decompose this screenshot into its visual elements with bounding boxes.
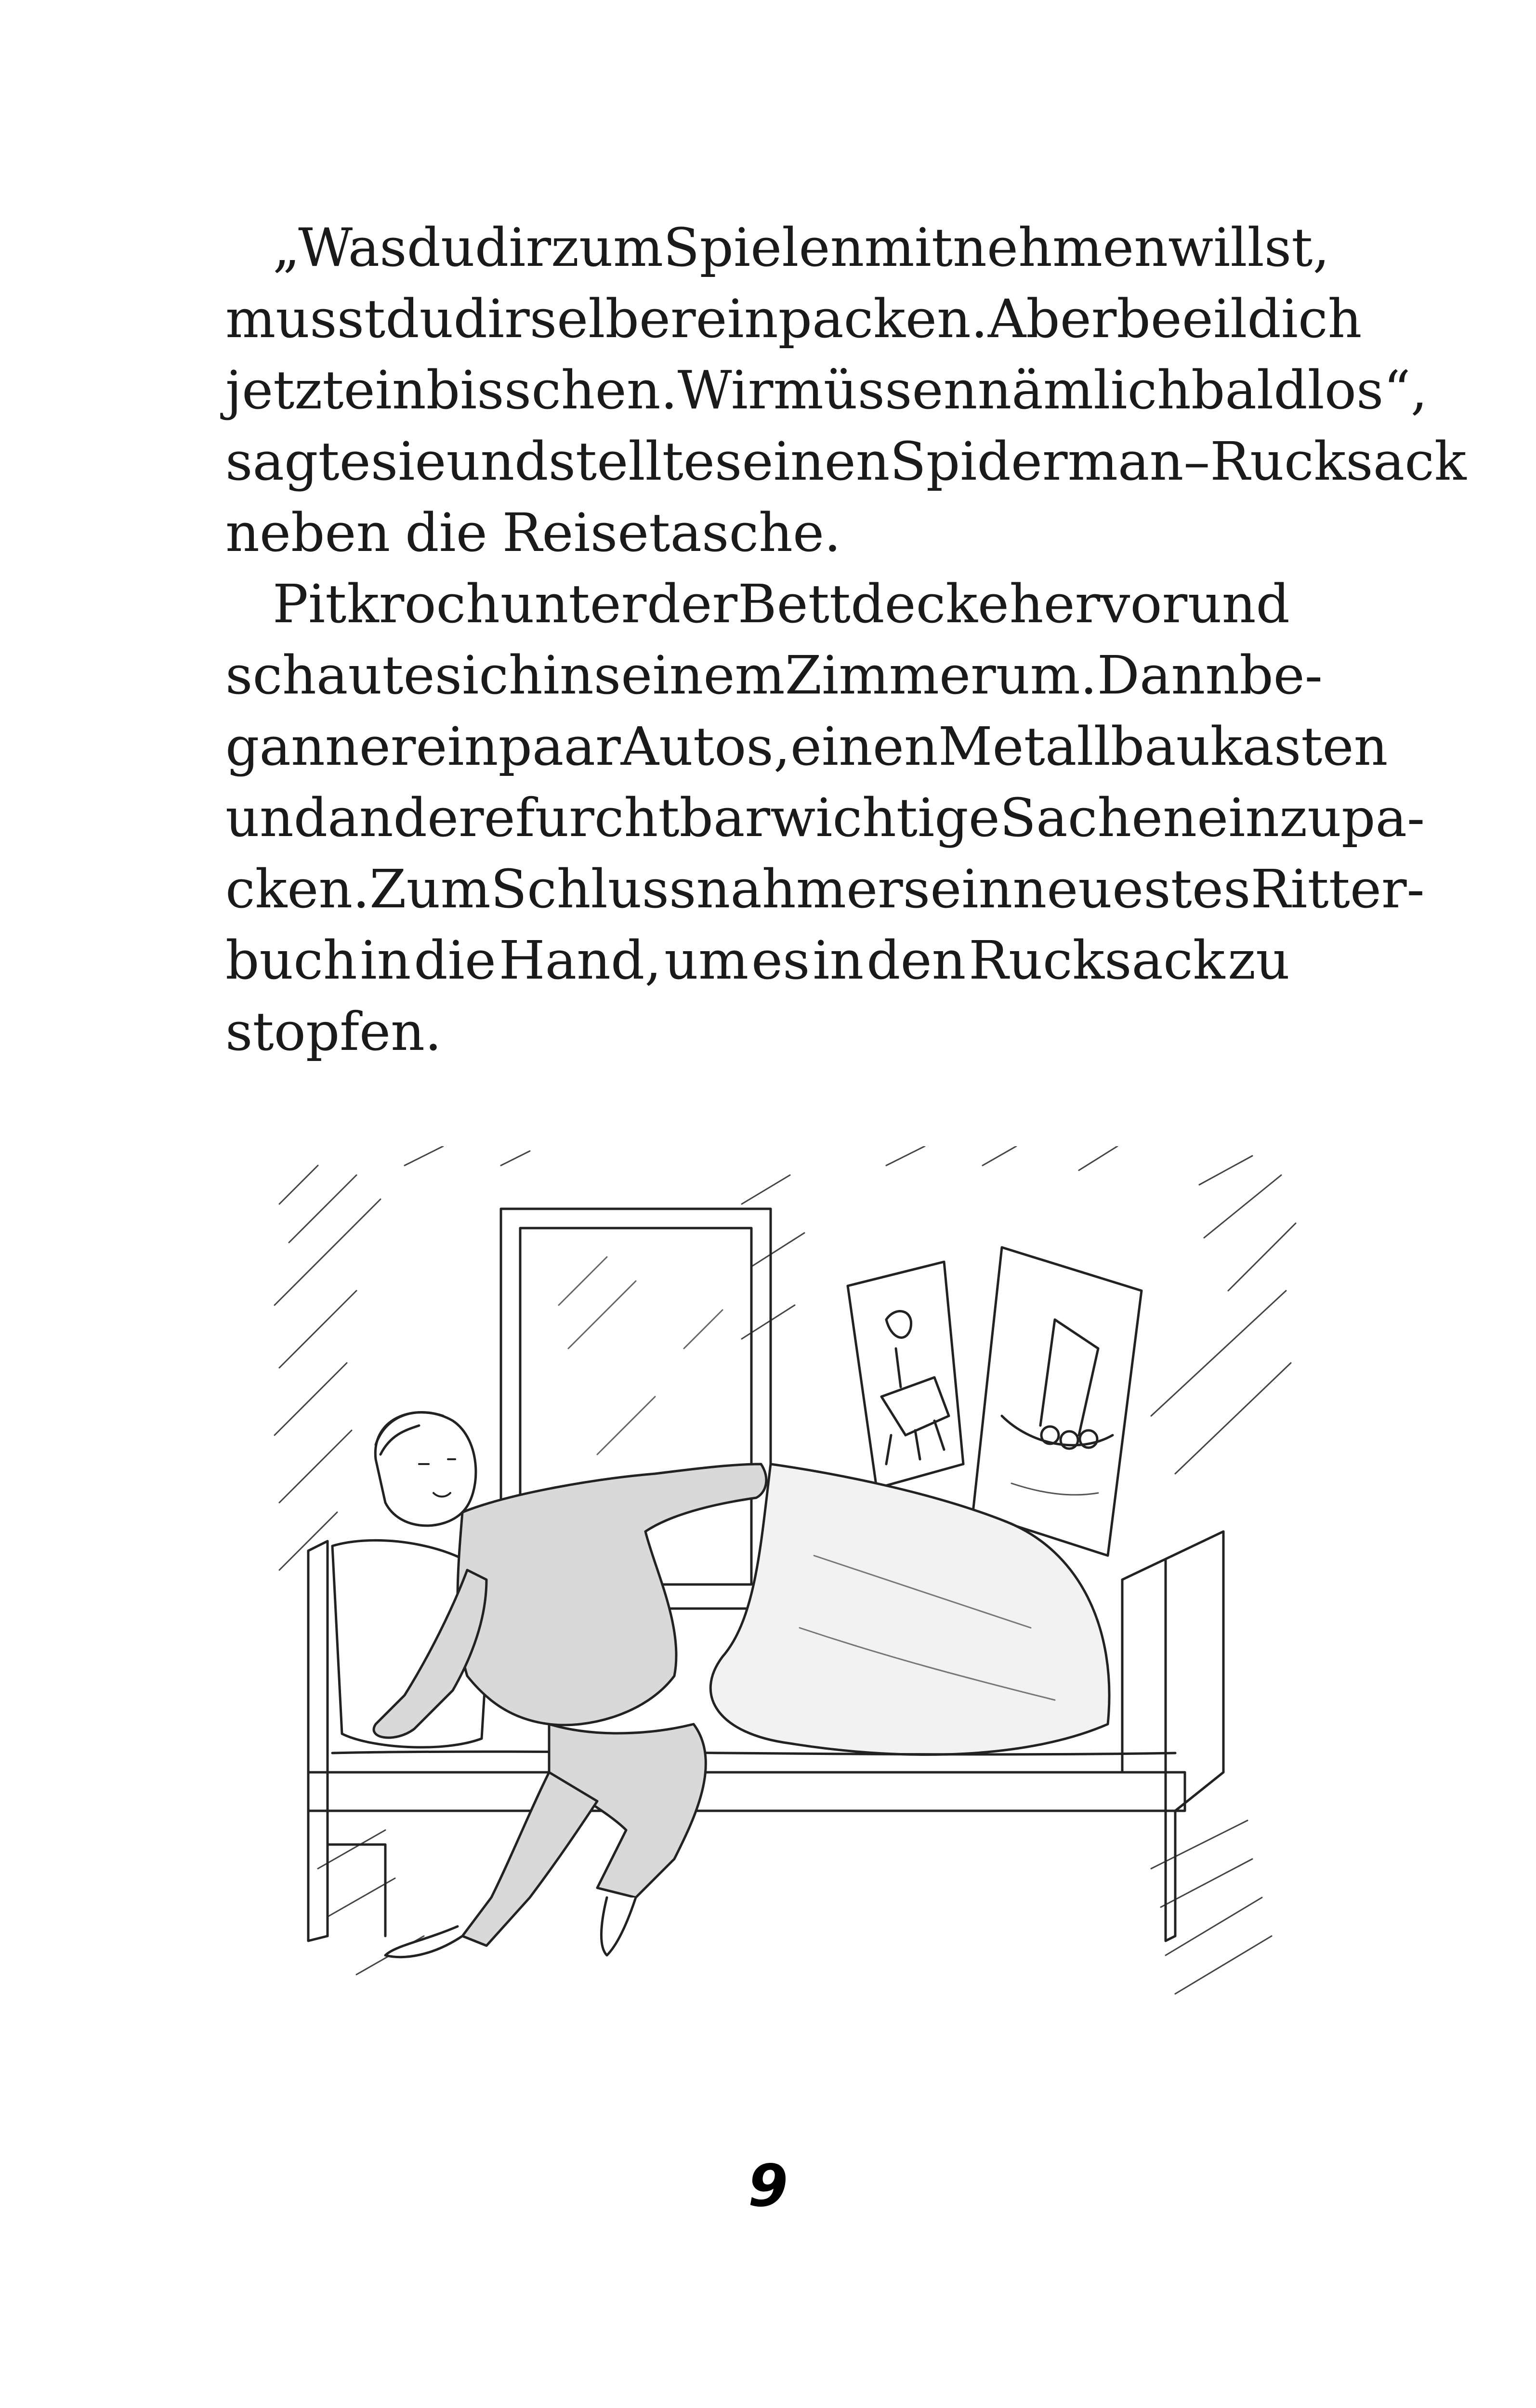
word: zum (551, 217, 664, 278)
word: die (405, 502, 487, 563)
word: „Was (273, 217, 407, 278)
word: bisschen. (426, 359, 678, 421)
text-line (225, 640, 1323, 711)
word: Autos, (620, 716, 790, 777)
word: Pit (273, 573, 347, 635)
word: beeil (1116, 288, 1247, 350)
word: nämlich (977, 359, 1192, 421)
word: sich (434, 644, 543, 706)
word: Schluss (490, 858, 696, 920)
word: Metallbaukasten (938, 716, 1388, 777)
text-line (225, 996, 1290, 1067)
text-line (225, 283, 1362, 354)
word: er (846, 858, 903, 920)
word: Spielen (663, 217, 865, 278)
word: einen (790, 716, 938, 777)
word: Rucksack (969, 929, 1225, 991)
word: Wir (677, 359, 774, 421)
word: Aber (987, 288, 1117, 350)
word: in (542, 644, 594, 706)
word: und (225, 787, 328, 849)
word: kroch (347, 573, 500, 635)
text-line (225, 711, 1388, 782)
word: nahm (696, 858, 847, 920)
word: einpacken. (696, 288, 988, 350)
word: seinen (715, 431, 890, 492)
word: Zimmer (785, 644, 996, 706)
word: sagte (225, 431, 371, 492)
word: du (385, 288, 454, 350)
text-line (225, 568, 1290, 640)
poster-viking-ship (973, 1247, 1142, 1556)
word: und (446, 431, 549, 492)
word: um (664, 929, 749, 991)
word: dir (453, 288, 530, 350)
word: müssen (773, 359, 978, 421)
word: andere (328, 787, 515, 849)
word: furchtbar (515, 787, 771, 849)
word: Spiderman–Rucksack (890, 431, 1467, 492)
text-line (225, 212, 1330, 283)
text-line (225, 782, 1425, 853)
word: in (813, 929, 864, 991)
word: paar (498, 716, 621, 777)
word: die (414, 929, 496, 991)
word: seinem (593, 644, 785, 706)
word: Sachen (999, 787, 1197, 849)
word: den (866, 929, 966, 991)
word: musst (225, 288, 386, 350)
word: Zum (369, 858, 491, 920)
word: zu (1228, 929, 1290, 991)
word: einzupa- (1197, 787, 1425, 849)
illustration-boy-getting-out-of-bed (260, 1146, 1310, 2076)
word: hervor (1009, 573, 1188, 635)
word: um. (996, 644, 1097, 706)
word: Hand, (499, 929, 662, 991)
blanket (710, 1464, 1109, 1754)
word: mitnehmen (864, 217, 1168, 278)
word: Bettdecke (737, 573, 1009, 635)
word: neuestes (1012, 858, 1251, 920)
word: stopfen. (225, 1001, 442, 1062)
word: du (407, 217, 475, 278)
text-line (225, 853, 1425, 925)
word: ein (343, 359, 426, 421)
word: dich (1247, 288, 1362, 350)
word: willst, (1168, 217, 1330, 278)
word: wichtige (770, 787, 1000, 849)
page-number: 9 (748, 2153, 788, 2220)
word: buch (225, 929, 357, 991)
word: stellte (548, 431, 715, 492)
text-line (225, 497, 1290, 568)
word: der (646, 573, 738, 635)
poster-knight-on-horse (848, 1262, 963, 1488)
text-line (225, 925, 1290, 996)
word: Reisetasche. (502, 502, 841, 563)
word: er (359, 716, 416, 777)
word: in (360, 929, 411, 991)
word: be- (1239, 644, 1323, 706)
word: bald (1191, 359, 1308, 421)
word: sie (370, 431, 446, 492)
word: Dann (1097, 644, 1240, 706)
word: dir (474, 217, 551, 278)
word: es (751, 929, 810, 991)
word: los“, (1307, 359, 1428, 421)
word: cken. (225, 858, 370, 920)
word: und (1187, 573, 1290, 635)
text-line (225, 354, 1428, 426)
word: neben (225, 502, 391, 563)
word: Ritter- (1250, 858, 1425, 920)
word: jetzt (225, 359, 344, 421)
body-text (225, 212, 1467, 1067)
word: selber (529, 288, 696, 350)
text-line (225, 426, 1467, 497)
boy (374, 1413, 766, 1957)
word: sein (903, 858, 1013, 920)
word: ein (416, 716, 499, 777)
word: gann (225, 716, 359, 777)
word: schaute (225, 644, 435, 706)
word: unter (500, 573, 647, 635)
